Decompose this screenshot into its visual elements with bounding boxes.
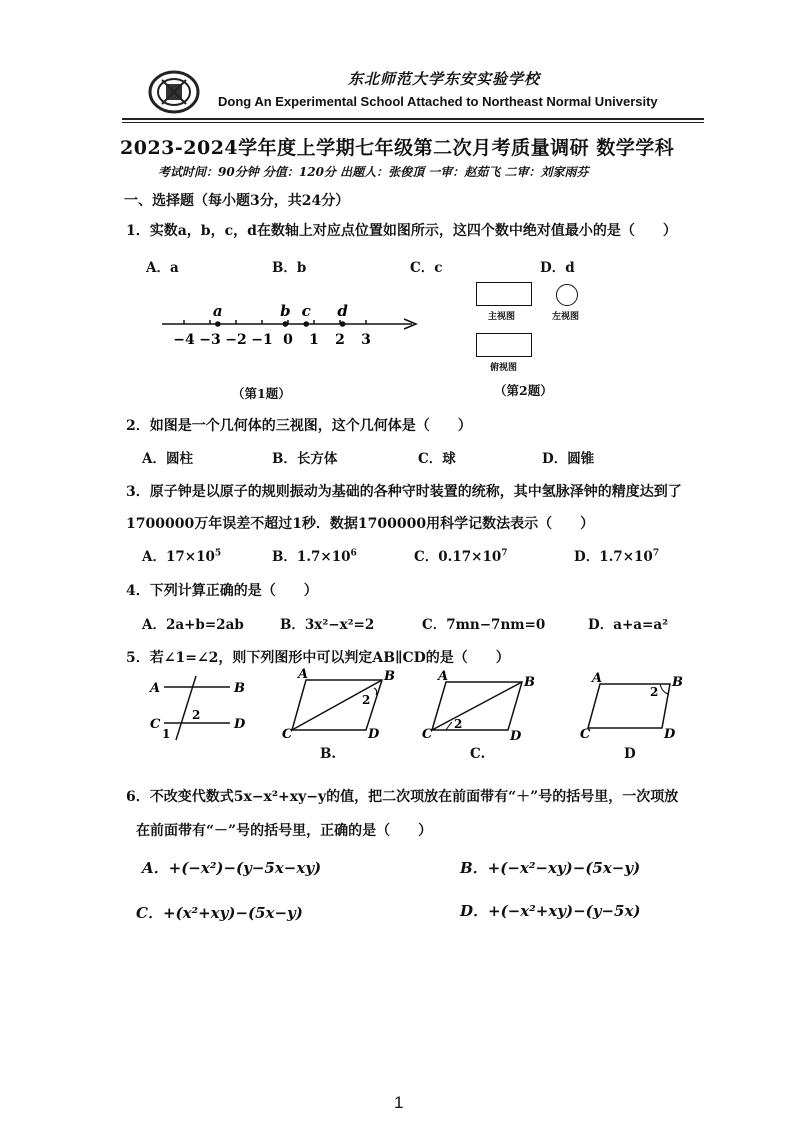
- q4-stem: 4．下列计算正确的是（ ）: [126, 583, 318, 599]
- q5b-label-d: D: [368, 727, 380, 742]
- q5a-label-a: A: [150, 681, 161, 696]
- q5c-label-d: D: [510, 729, 522, 744]
- page-number: 1: [394, 1093, 404, 1112]
- point-c: [303, 321, 309, 327]
- q5-figure-d: [580, 670, 690, 746]
- q2-option-a: A．圆柱: [142, 451, 193, 467]
- q6-option-d: D．+(−x²+xy)−(y−5x): [460, 902, 641, 920]
- q5d-angle-2: 2: [650, 685, 659, 699]
- q5d-label-c: C: [580, 727, 591, 742]
- front-view-label: 主视图: [488, 312, 516, 322]
- q5a-label-b: B: [234, 681, 245, 696]
- q5a-angle-2: 2: [192, 708, 201, 722]
- front-view-rect: [476, 282, 532, 306]
- q2-option-b: B．长方体: [272, 451, 338, 467]
- top-view-label: 俯视图: [490, 363, 518, 373]
- q4-option-b: B．3x²−x²=2: [280, 617, 375, 633]
- q3-option-d: D．$1.7\times 10^7$: [574, 548, 660, 565]
- tick-label: −1: [251, 332, 273, 348]
- q1-option-c: C．c: [410, 260, 443, 276]
- q5c-label-c: C: [422, 727, 433, 742]
- tick-label: 2: [335, 332, 345, 348]
- q5-figure-b: [282, 668, 402, 746]
- q6-stem-line1: 6．不改变代数式5x−x²+xy−y的值，把二次项放在前面带有“＋”号的括号里，一次项放: [126, 789, 679, 805]
- q5a-angle-1: 1: [162, 727, 171, 741]
- q3-stem-line2: 1700000万年误差不超过1秒．数据1700000用科学记数法表示（ ）: [126, 516, 595, 532]
- q5c-angle-2: 2: [454, 717, 463, 731]
- q6-option-a: A．+(−x²)−(y−5x−xy): [142, 859, 322, 877]
- q5b-label-a: A: [298, 667, 309, 682]
- tick-label: 0: [283, 332, 293, 348]
- point-b: [283, 321, 289, 327]
- point-d: [340, 321, 346, 327]
- point-label-a: a: [212, 302, 223, 320]
- number-line-figure: [160, 296, 420, 352]
- q1-stem: 1．实数a，b，c，d在数轴上对应点位置如图所示，这四个数中绝对值最小的是（ ）: [126, 223, 677, 239]
- tick-label: 3: [361, 332, 371, 348]
- q4-option-d: D．a+a=a²: [588, 617, 668, 633]
- tick-label: −2: [225, 332, 247, 348]
- q5-figure-c: [422, 668, 542, 746]
- q5b-label-c: C: [282, 727, 293, 742]
- top-view-rect: [476, 333, 532, 357]
- q5b-angle-2: 2: [362, 693, 371, 707]
- q2-stem: 2．如图是一个几何体的三视图，这个几何体是（ ）: [126, 418, 472, 434]
- q1-option-b: B．b: [272, 260, 307, 276]
- q3-option-a: A．$17\times 10^5$: [142, 548, 222, 565]
- q5-caption-c: C.: [470, 746, 486, 762]
- q5-caption-b: B.: [320, 746, 337, 762]
- school-name-cn: 东北师范大学东安实验学校: [348, 70, 541, 88]
- point-a: [215, 321, 221, 327]
- q5c-label-b: B: [524, 675, 535, 690]
- q5d-label-a: A: [592, 671, 603, 686]
- q5-caption-d: D: [624, 746, 636, 762]
- q4-option-c: C．7mn−7nm=0: [422, 617, 546, 633]
- tick-label: −3: [199, 332, 221, 348]
- exam-title: 2023-2024学年度上学期七年级第二次月考质量调研 数学学科: [120, 137, 675, 159]
- q5a-label-d: D: [234, 717, 246, 732]
- school-name-en: Dong An Experimental School Attached to Northeast Normal University: [218, 94, 658, 109]
- tick-label: −4: [173, 332, 195, 348]
- q1-option-a: A．a: [146, 260, 179, 276]
- q3-option-c: C．$0.17\times 10^7$: [414, 548, 508, 565]
- header-rule: [122, 118, 704, 120]
- q1-caption: （第1题）: [232, 386, 291, 401]
- q4-option-a: A．2a+b=2ab: [142, 617, 244, 633]
- tick-label: 1: [309, 332, 319, 348]
- q6-option-c: C．+(x²+xy)−(5x−y): [136, 904, 303, 922]
- q6-stem-line2: 在前面带有“－”号的括号里，正确的是（ ）: [136, 823, 433, 839]
- q5-stem: 5．若∠1=∠2，则下列图形中可以判定AB∥CD的是（ ）: [126, 650, 510, 666]
- q6-option-b: B．+(−x²−xy)−(5x−y): [460, 859, 641, 877]
- header-rule-thin: [122, 122, 704, 123]
- q3-stem-line1: 3．原子钟是以原子的规则振动为基础的各种守时装置的统称，其中氢脉泽钟的精度达到了: [126, 484, 682, 500]
- exam-info: 考试时间：90分钟 分值：120分 出题人：张俊頂 一审：赵茹飞 二审：刘家雨芬: [158, 165, 589, 179]
- q5d-label-b: B: [672, 675, 683, 690]
- q1-option-d: D．d: [540, 260, 575, 276]
- q5-figure-a: [146, 676, 256, 746]
- point-label-c: c: [301, 302, 311, 320]
- q2-option-d: D．圆锥: [542, 451, 595, 467]
- point-label-b: b: [280, 302, 291, 320]
- point-label-d: d: [337, 302, 348, 320]
- q2-caption: （第2题）: [494, 383, 553, 398]
- q3-option-b: B．$1.7\times 10^6$: [272, 548, 357, 565]
- section-title: 一、选择题（每小题3分，共24分）: [124, 193, 350, 209]
- left-view-circle: [556, 284, 578, 306]
- q5b-label-b: B: [384, 669, 395, 684]
- q2-option-c: C．球: [418, 451, 456, 467]
- school-logo: [148, 70, 200, 114]
- q5a-label-c: C: [150, 717, 161, 732]
- q5d-label-d: D: [664, 727, 676, 742]
- q5c-label-a: A: [438, 669, 449, 684]
- left-view-label: 左视图: [552, 312, 580, 322]
